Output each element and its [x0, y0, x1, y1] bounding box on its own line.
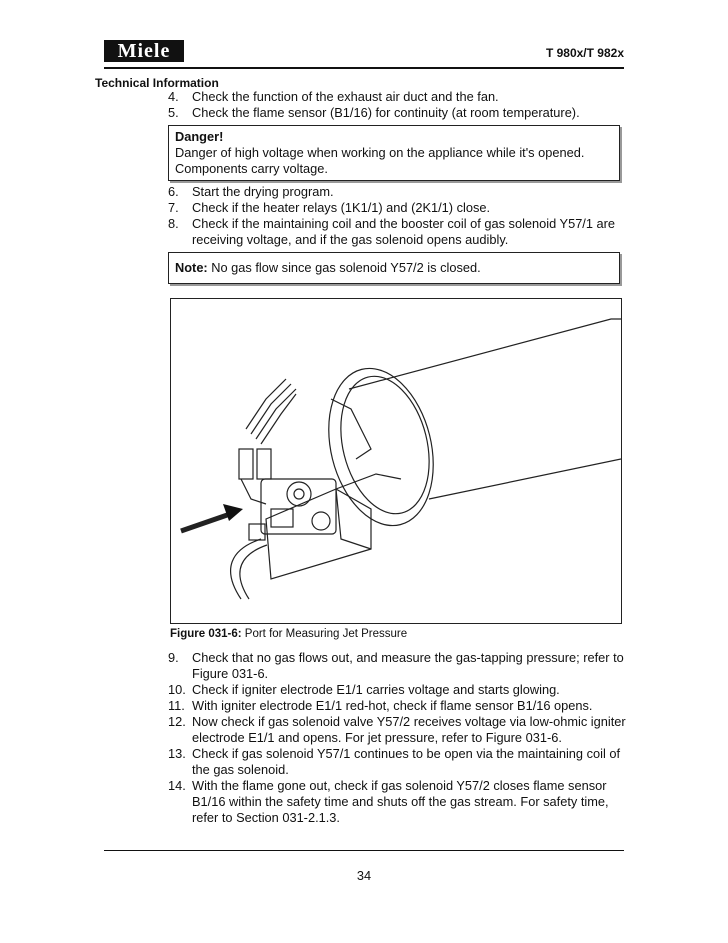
list-item: 9. Check that no gas flows out, and measure the gas-tapping pressure; refer to Figure 031-6.	[168, 650, 624, 681]
list-item: 6. Start the drying program.	[168, 184, 334, 199]
note-label: Note:	[175, 260, 208, 275]
figure-caption	[170, 628, 407, 640]
list-item: 14. With the flame gone out, check if gas solenoid Y57/2 closes flame sensor B1/16 within the safety time and shuts off the gas stream. For safety time, refer to Section 031-2.1.3.	[168, 778, 609, 825]
list-item: 5. Check the flame sensor (B1/16) for continuity (at room temperature).	[168, 105, 580, 120]
danger-line-1: Danger of high voltage when working on the appliance while it's opened.	[175, 145, 585, 160]
figure-title: Port for Measuring Jet Pressure	[244, 628, 408, 640]
steps-list-c	[168, 650, 628, 826]
figure-illustration	[170, 298, 622, 624]
list-item: 10. Check if igniter electrode E1/1 carries voltage and starts glowing.	[168, 682, 560, 697]
section-title: Technical Information	[95, 76, 219, 90]
steps-list-b	[168, 184, 628, 248]
note-text: No gas flow since gas solenoid Y57/2 is closed.	[211, 260, 481, 275]
danger-title: Danger!	[175, 129, 224, 144]
header-rule	[104, 67, 624, 69]
list-item: 8. Check if the maintaining coil and the booster coil of gas solenoid Y57/1 are receiving voltage, and if the gas solenoid opens audibly.	[168, 216, 616, 247]
list-item: 13. Check if gas solenoid Y57/1 continues to be open via the maintaining coil of the gas solenoid.	[168, 746, 621, 777]
steps-list-a	[168, 89, 628, 121]
list-item: 12. Now check if gas solenoid valve Y57/2 receives voltage via low-ohmic igniter electrode E1/1 and opens. For jet pressure, refer to Figure 031-6.	[168, 714, 626, 745]
list-item: 4. Check the function of the exhaust air duct and the fan.	[168, 89, 499, 104]
danger-box	[168, 125, 620, 181]
note-box	[168, 252, 620, 284]
model-number: T 980x/T 982x	[545, 46, 624, 60]
page-number: 34	[356, 868, 372, 883]
list-item: 11. With igniter electrode E1/1 red-hot, check if flame sensor B1/16 opens.	[168, 698, 593, 713]
footer-rule	[104, 850, 624, 851]
figure-label: Figure 031-6:	[170, 628, 242, 640]
list-item: 7. Check if the heater relays (1K1/1) and (2K1/1) close.	[168, 200, 491, 215]
danger-line-2: Components carry voltage.	[175, 161, 328, 176]
miele-logo: Miele	[104, 40, 184, 62]
gas-valve-drawing-icon	[171, 299, 621, 623]
